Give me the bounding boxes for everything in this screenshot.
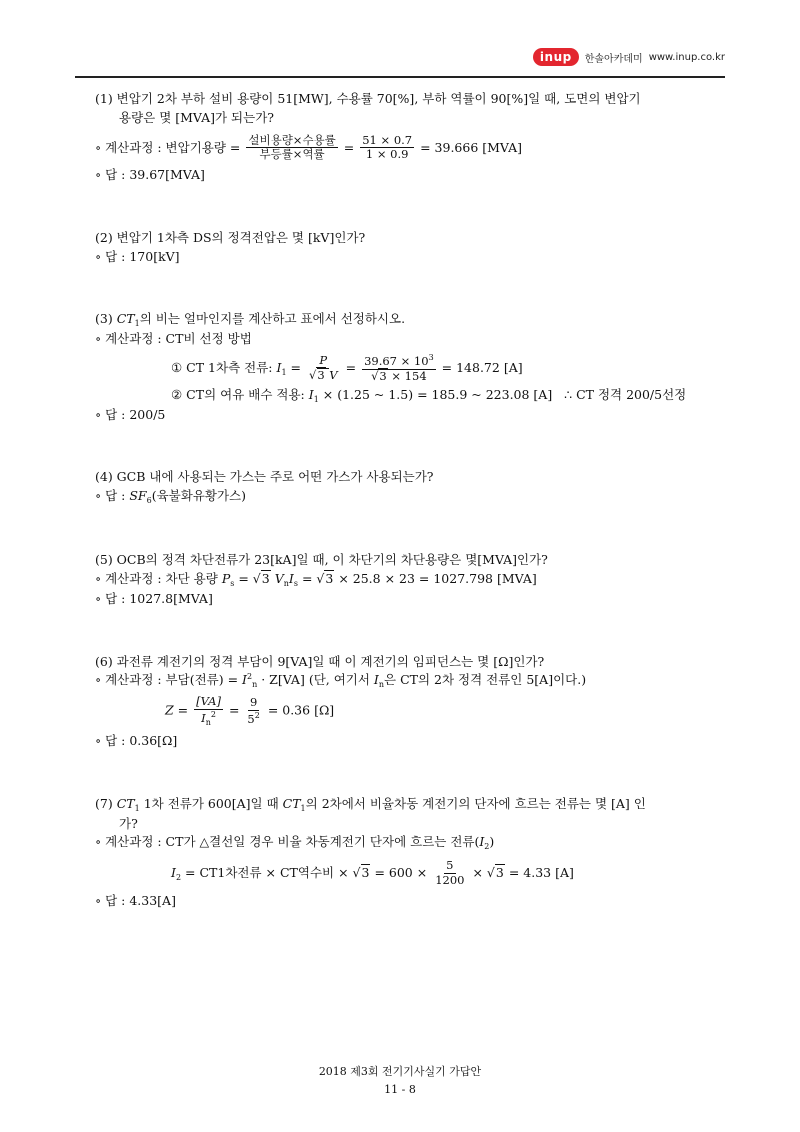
question-6 bbox=[95, 653, 725, 751]
question-1-calc: ∘ 계산과정 : 변압기용량 = $\frac{\text{설비용량×수용률}}{\text{부등률×역률}}$ = $\frac{51 \times 0.7}{1 \times 0.9}$ = 39.666 [MVA] bbox=[95, 132, 523, 162]
page-number: 11 - 8 bbox=[384, 1082, 416, 1096]
question-6-answer: ∘ 답 : 0.36[Ω] bbox=[95, 732, 178, 748]
question-7 bbox=[95, 795, 725, 911]
brand bbox=[533, 48, 725, 66]
question-7-answer: ∘ 답 : 4.33[A] bbox=[95, 892, 176, 908]
question-5 bbox=[95, 551, 725, 609]
question-3-calc: ∘ 계산과정 : CT비 선정 방법 bbox=[95, 331, 252, 347]
footer-title: 2018 제3회 전기기사실기 가답안 bbox=[318, 1065, 482, 1078]
question-6-calc: ∘ 계산과정 : 부담(전류) = $I^2_n \cdot Z[VA]$ (단, 여기서 $I_n$은 CT의 2차 정격 전류인 5[A]이다.) bbox=[95, 672, 587, 690]
fraction: $\frac{51 \times 0.7}{1 \times 0.9}$ bbox=[362, 132, 413, 162]
question-3 bbox=[95, 310, 725, 424]
question-5-answer: ∘ 답 : 1027.8[MVA] bbox=[95, 590, 213, 606]
question-5-calc: ∘ 계산과정 : 차단 용량 $P_s = √3$ $V_nI_s = √3 \times 25.8 \times 23 = 1027.798$ [MVA] bbox=[95, 570, 537, 588]
fraction: $\frac{\text{설비용량×수용률}}{\text{부등률×역률}}$ bbox=[248, 132, 336, 162]
question-2-answer: ∘ 답 : 170[kV] bbox=[95, 248, 180, 264]
fraction: $\frac{9}{5^2}$ bbox=[247, 695, 260, 727]
page-footer bbox=[0, 1063, 800, 1098]
question-6-formula: Z = $\frac{[VA]}{I_n^2}$ = $\frac{9}{5^2}$ = 0.36 [Ω] bbox=[165, 694, 335, 728]
question-7-text: (7) $CT_1$ 1차 전류가 600[A]일 때 $CT_1$의 2차에서 비율차동 계전기의 단자에 흐르는 전류는 몇 [A] 인 bbox=[95, 795, 646, 813]
question-5-text: (5) OCB의 정격 차단전류가 23[kA]일 때, 이 차단기의 차단용량은 몇[MVA]인가? bbox=[95, 552, 548, 568]
fraction: $\frac{39.67 \times 10^3}{√3 \times 154}$ bbox=[364, 353, 434, 383]
question-1-answer: ∘ 답 : 39.67[MVA] bbox=[95, 167, 205, 183]
question-1-text-cont: 용량은 몇 [MVA]가 되는가? bbox=[119, 109, 274, 125]
question-2 bbox=[95, 229, 725, 267]
question-4-answer: ∘ 답 : $SF_6$(육불화유황가스) bbox=[95, 488, 246, 506]
question-3-step-1: ① CT 1차측 전류: $I_1$ = $\frac{P}{√3 V}$ = $\frac{39.67 \times 10^3}{√3 \times 154}$ = 148.72 [A] bbox=[171, 353, 523, 383]
question-2-text: (2) 변압기 1차측 DS의 정격전압은 몇 [kV]인가? bbox=[95, 229, 366, 245]
question-3-step-2: ② CT의 여유 배수 적용: $I_1 \times (1.25$ ~ 1.5) = 185.9 ~ 223.08 [A] ∴ CT 정격 200/5선정 bbox=[171, 386, 687, 404]
question-3-text: (3) $CT_1$의 비는 얼마인지를 계산하고 표에서 선정하시오. bbox=[95, 311, 406, 329]
question-3-answer: ∘ 답 : 200/5 bbox=[95, 406, 166, 422]
document-body bbox=[95, 90, 725, 911]
question-6-text: (6) 과전류 계전기의 정격 부담이 9[VA]일 때 이 계전기의 임피던스는 몇 [Ω]인가? bbox=[95, 653, 545, 669]
question-7-calc: ∘ 계산과정 : CT가 △결선일 경우 비율 차동계전기 단자에 흐르는 전류$(I_2)$ bbox=[95, 834, 495, 852]
fraction: $\frac{[VA]}{I_n^2}$ bbox=[196, 694, 221, 728]
brand-url: www.inup.co.kr bbox=[648, 51, 725, 63]
brand-name: 한솔아카데미 bbox=[584, 53, 643, 65]
page-header bbox=[75, 40, 725, 78]
question-7-text-cont: 가? bbox=[119, 815, 138, 831]
question-1-text: (1) 변압기 2차 부하 설비 용량이 51[MW], 수용률 70[%], 부하 역률이 90[%]일 때, 도면의 변압기 bbox=[95, 91, 641, 106]
fraction: $\frac{P}{√3 V}$ bbox=[308, 353, 338, 382]
question-4-text: (4) GCB 내에 사용되는 가스는 주로 어떤 가스가 사용되는가? bbox=[95, 469, 434, 485]
question-7-formula: $I_2 = CT1$차전류 × CT역수비 × √3 = 600 × $\frac{5}{1200}$ × √3 = 4.33 [A] bbox=[171, 858, 574, 888]
question-4 bbox=[95, 468, 725, 507]
inup-logo: inup bbox=[533, 48, 579, 66]
question-1 bbox=[95, 90, 725, 185]
fraction: $\frac{5}{1200}$ bbox=[435, 858, 465, 888]
